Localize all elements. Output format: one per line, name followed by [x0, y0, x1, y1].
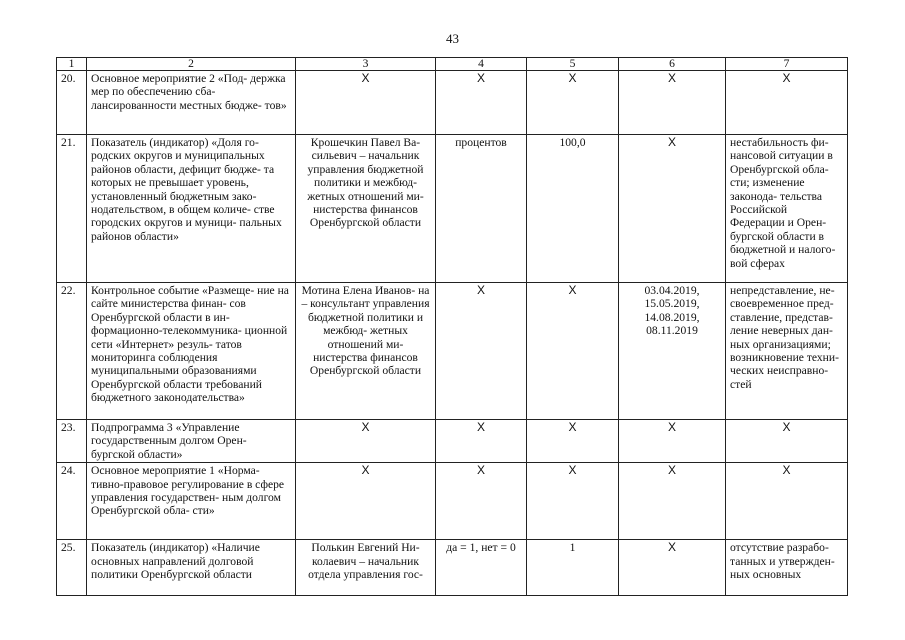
- row-responsible: X: [296, 463, 436, 540]
- row-risk: нестабильность фи- нансовой ситуации в Оренбургской обла- сти; изменение законода- тельства Российской Федерации и Орен- бургской области в бюджетной и налого- вой сферах: [726, 135, 848, 283]
- header-cell: 6: [619, 58, 726, 71]
- row-risk: X: [726, 71, 848, 135]
- row-name: Основное мероприятие 1 «Норма- тивно-правовое регулирование в сфере управления государствен- ным долгом Оренбургской обла- сти»: [87, 463, 296, 540]
- row-number: 21.: [57, 135, 87, 283]
- header-cell: 3: [296, 58, 436, 71]
- page-number: 43: [446, 31, 459, 46]
- row-name: Показатель (индикатор) «Наличие основных направлений долговой политики Оренбургской области: [87, 540, 296, 596]
- header-cell: 1: [57, 58, 87, 71]
- row-responsible: X: [296, 71, 436, 135]
- row-value: X: [527, 463, 619, 540]
- table-row: [57, 135, 848, 283]
- row-number: 22.: [57, 283, 87, 420]
- row-responsible: Крошечкин Павел Ва- сильевич – начальник управления бюджетной политики и межбюд- жетных отношений ми- нистерства финансов Оренбургской области: [296, 135, 436, 283]
- row-value: 100,0: [527, 135, 619, 283]
- table-row: [57, 420, 848, 463]
- row-date: X: [619, 463, 726, 540]
- row-value: X: [527, 283, 619, 420]
- row-value: 1: [527, 540, 619, 596]
- header-cell: 5: [527, 58, 619, 71]
- row-date: 03.04.2019, 15.05.2019, 14.08.2019, 08.11.2019: [619, 283, 726, 420]
- row-name: Показатель (индикатор) «Доля го- родских округов и муниципальных районов области, дефицит бюдже- та которых не превышает уровень, установленный бюджетным зако- нодательством, в общем количе- стве городских округов и муници- пальных районов области»: [87, 135, 296, 283]
- row-responsible: Мотина Елена Иванов- на – консультант управления бюджетной политики и межбюд- жетных отношений ми- нистерства финансов Оренбургской области: [296, 283, 436, 420]
- row-unit: процентов: [436, 135, 527, 283]
- header-cell: 7: [726, 58, 848, 71]
- header-row: [57, 58, 848, 71]
- row-number: 24.: [57, 463, 87, 540]
- row-number: 23.: [57, 420, 87, 463]
- row-responsible: Полькин Евгений Ни- колаевич – начальник отдела управления гос-: [296, 540, 436, 596]
- monitoring-table: [56, 57, 848, 596]
- row-risk: непредставление, не- своевременное пред- ставление, представ- ление неверных дан- ных организациями; возникновение техни- ческих неисправно- стей: [726, 283, 848, 420]
- row-number: 25.: [57, 540, 87, 596]
- row-responsible: X: [296, 420, 436, 463]
- header-cell: 2: [87, 58, 296, 71]
- row-unit: X: [436, 283, 527, 420]
- row-date: X: [619, 71, 726, 135]
- row-risk: X: [726, 463, 848, 540]
- row-name: Контрольное событие «Размеще- ние на сайте министерства финан- сов Оренбургской области в ин- формационно-телекоммуника- ционной сети «Интернет» резуль- татов мониторинга соблюдения муниципальными образованиями Оренбургской области требований бюджетного законодательства»: [87, 283, 296, 420]
- table-row: [57, 540, 848, 596]
- row-unit: X: [436, 420, 527, 463]
- row-risk: X: [726, 420, 848, 463]
- row-unit: X: [436, 463, 527, 540]
- row-unit: да = 1, нет = 0: [436, 540, 527, 596]
- row-name: Подпрограмма 3 «Управление государственным долгом Орен- бургской области»: [87, 420, 296, 463]
- table-row: [57, 463, 848, 540]
- row-date: X: [619, 540, 726, 596]
- table-row: [57, 283, 848, 420]
- row-value: X: [527, 420, 619, 463]
- row-number: 20.: [57, 71, 87, 135]
- table-row: [57, 71, 848, 135]
- row-name: Основное мероприятие 2 «Под- держка мер по обеспечению сба- лансированности местных бюдже- тов»: [87, 71, 296, 135]
- row-date: X: [619, 420, 726, 463]
- row-unit: X: [436, 71, 527, 135]
- row-date: X: [619, 135, 726, 283]
- header-cell: 4: [436, 58, 527, 71]
- row-risk: отсутствие разрабо- танных и утвержден- ных основных: [726, 540, 848, 596]
- row-value: X: [527, 71, 619, 135]
